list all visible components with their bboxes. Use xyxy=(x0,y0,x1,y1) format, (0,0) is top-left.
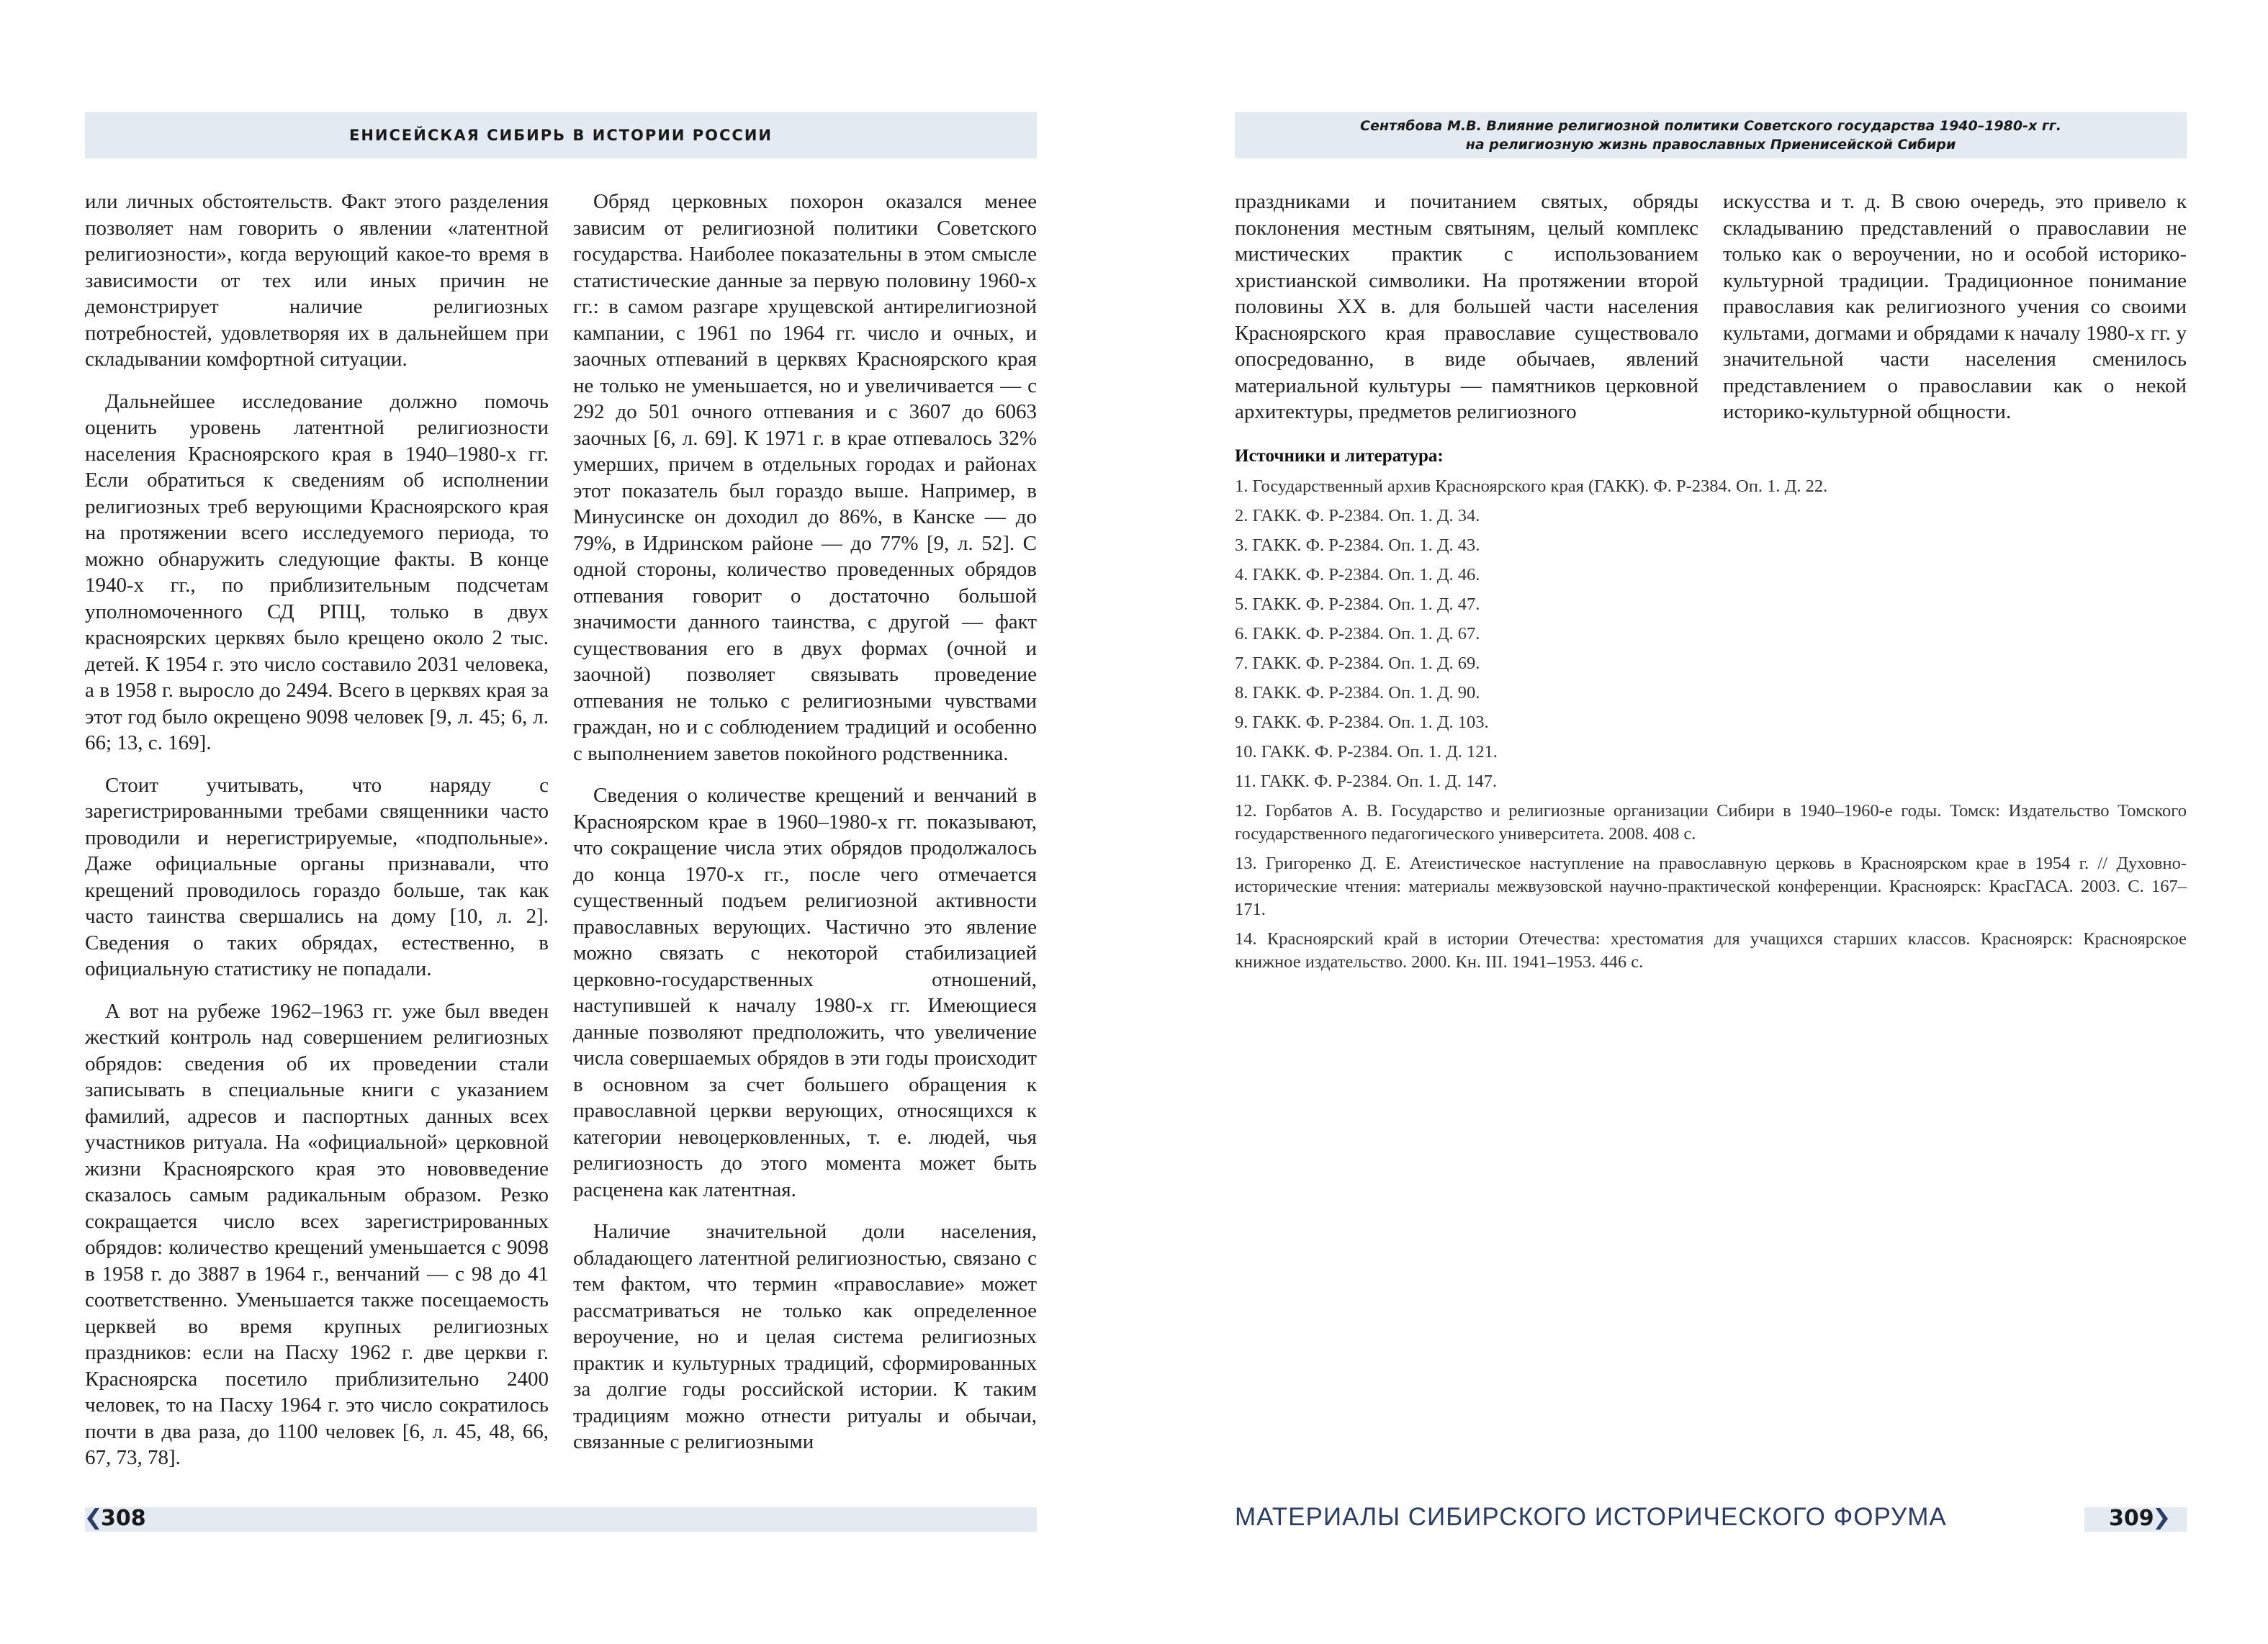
page-number-text: 308 xyxy=(101,1506,146,1531)
sources-list xyxy=(1235,475,2187,974)
sources-title: Источники и литература: xyxy=(1235,446,1444,466)
running-header: ЕНИСЕЙСКАЯ СИБИРЬ В ИСТОРИИ РОССИИ xyxy=(85,112,1037,158)
paragraph: праздниками и почитанием святых, обряды поклонения местным святыням, целый комплекс мистических практик с использованием христианской символики. На протяжении второй половины XX в. для большей части населения Красноярского края православие существовало опосредованно, в виде обычаев, явлений материальной культуры — памятников церковной архитектуры, предметов религиозного xyxy=(1235,190,1698,423)
source-item: 12. Горбатов А. В. Государство и религиозные организации Сибири в 1940–1960-е годы. Томск: Издательство Томского государственного педагогического университета. 2008. 408 с. xyxy=(1235,801,2187,844)
page-number-text: 309 xyxy=(2109,1506,2154,1531)
source-item: 2. ГАКК. Ф. Р-2384. Оп. 1. Д. 34. xyxy=(1235,506,1480,525)
footer-bar xyxy=(85,1507,1037,1532)
page-number xyxy=(85,1504,146,1533)
source-item: 11. ГАКК. Ф. Р-2384. Оп. 1. Д. 147. xyxy=(1235,772,1497,791)
paragraph: Сведения о количестве крещений и венчаний в Красноярском крае в 1960–1980-х гг. показывают, что сокращение числа этих обрядов продолжалось до конца 1970-х гг., после чего отмечается существенный подъем религиозной активности православных верующих. Частично это явление можно связать с некоторой стабилизацией церковно-государственных отношений, наступившей к началу 1980-х гг. Имеющиеся данные позволяют предположить, что увеличение числа совершаемых обрядов в эти годы происходит в основном за счет большего обращения к православной церкви верующих, относящихся к категории невоцерковленных, т. е. людей, чья религиозность до этого момента может быть расценена как латентная. xyxy=(573,784,1037,1201)
header-line-1: Сентябова М.В. Влияние религиозной политики Советского государства 1940–1980-х гг. xyxy=(1360,118,2061,134)
source-item: 14. Красноярский край в истории Отечества: хрестоматия для учащихся старших классов. Красноярск: Красноярское книжное издательство. 2000. Кн. III. 1941–1953. 446 с. xyxy=(1235,929,2187,972)
text-column-1 xyxy=(1235,189,1698,441)
source-item: 3. ГАКК. Ф. Р-2384. Оп. 1. Д. 43. xyxy=(1235,536,1480,555)
sources-section xyxy=(1235,445,2187,980)
source-item: 6. ГАКК. Ф. Р-2384. Оп. 1. Д. 67. xyxy=(1235,624,1480,643)
source-item: 7. ГАКК. Ф. Р-2384. Оп. 1. Д. 69. xyxy=(1235,654,1480,673)
page-number xyxy=(2109,1504,2170,1533)
source-item: 1. Государственный архив Красноярского края (ГАКК). Ф. Р-2384. Оп. 1. Д. 22. xyxy=(1235,477,1828,496)
source-item: 8. ГАКК. Ф. Р-2384. Оп. 1. Д. 90. xyxy=(1235,683,1480,703)
paragraph: Обряд церковных похорон оказался менее зависим от религиозной политики Советского государства. Наиболее показательны в этом смысле статистические данные за первую половину 1960-х гг.: в самом разгаре хрущевской антирелигиозной кампании, с 1961 по 1964 гг. число и очных, и заочных отпеваний в церквях Красноярского края не только не уменьшается, но и увеличивается — с 292 до 501 очного отпевания и с 3607 до 6063 заочных [6, л. 69]. К 1971 г. в крае отпевалось 32% умерших, причем в отдельных городах и районах этот показатель был гораздо выше. Например, в Минусинске он доходил до 86%, в Канске — до 79%, в Идринском районе — до 77% [9, л. 52]. С одной стороны, количество проведенных обрядов отпевания говорит о достаточно большой значимости данного таинства, с другой — факт существования его в двух формах (очной и заочной) позволяет связывать проведение отпевания не только с религиозными чувствами граждан, но и с соблюдением традиций и особенно с выполнением заветов покойного родственника. xyxy=(573,190,1037,765)
chevron-left-icon xyxy=(85,1507,101,1531)
paragraph: искусства и т. д. В свою очередь, это привело к складыванию представлений о православии не только как о вероучении, но и особой историко-культурной традиции. Традиционное понимание православия как религиозного учения со своими культами, догмами и обрядами к началу 1980-х гг. у значительной части населения сменилось представлением о православии как о некой историко-культурной общности. xyxy=(1723,190,2187,423)
source-item: 13. Григоренко Д. Е. Атеистическое наступление на православную церковь в Красноярском крае в 1954 г. // Духовно-исторические чтения: материалы межвузовской научно-практической конференции. Красноярск: КрасГАСА. 2003. С. 167–171. xyxy=(1235,854,2187,919)
paragraph: А вот на рубеже 1962–1963 гг. уже был введен жесткий контроль над совершением религиозных обрядов: сведения об их проведении стали записывать в специальные книги с указанием фамилий, адресов и паспортных данных всех участников ритуала. На «официальной» церковной жизни Красноярского края это нововведение сказалось самым радикальным образом. Резко сокращается число всех зарегистрированных обрядов: количество крещений уменьшается с 9098 в 1958 г. до 3887 в 1964 г., венчаний — с 98 до 41 соответственно. Уменьшается также посещаемость церквей во время крупных религиозных праздников: если на Пасху 1962 г. две церкви г. Красноярска посетило приблизительно 2400 человек, то на Пасху 1964 г. это число сократилось почти в два раза, до 1100 человек [6, л. 45, 48, 66, 67, 73, 78]. xyxy=(85,999,549,1469)
header-line-2: на религиозную жизнь православных Приенисейской Сибири xyxy=(1465,137,1956,153)
text-column-2 xyxy=(1723,189,2187,441)
paragraph: Стоит учитывать, что наряду с зарегистрированными требами священники часто проводили и нерегистрируемые, «подпольные». Даже официальные органы признавали, что крещений проводилось гораздо больше, так как часто таинства свершались на дому [10, л. 2]. Сведения о таких обрядах, естественно, в официальную статистику не попадали. xyxy=(85,773,549,980)
text-column-1 xyxy=(85,189,549,1487)
right-page xyxy=(1134,0,2268,1644)
running-header xyxy=(1235,112,2187,158)
paragraph: Наличие значительной доли населения, обладающего латентной религиозностью, связано с тем фактом, что термин «православие» может рассматриваться не только как определенное вероучение, но и целая система религиозных практик и культурных традиций, сформированных за долгие годы российской истории. К таким традициям можно отнести ритуалы и обычаи, связанные с религиозными xyxy=(573,1220,1037,1453)
source-item: 9. ГАКК. Ф. Р-2384. Оп. 1. Д. 103. xyxy=(1235,713,1489,732)
text-column-2 xyxy=(573,189,1037,1471)
source-item: 5. ГАКК. Ф. Р-2384. Оп. 1. Д. 47. xyxy=(1235,595,1480,614)
source-item: 4. ГАКК. Ф. Р-2384. Оп. 1. Д. 46. xyxy=(1235,565,1480,584)
footer-title: МАТЕРИАЛЫ СИБИРСКОГО ИСТОРИЧЕСКОГО ФОРУМА xyxy=(1235,1503,1947,1531)
paragraph: Дальнейшее исследование должно помочь оценить уровень латентной религиозности населения Красноярского края в 1940–1980-х гг. Если обратиться к сведениям об исполнении религиозных треб верующими Красноярского края на протяжении всего исследуемого периода, то можно обнаружить следующие факты. В конце 1940-х гг., по приблизительным подсчетам уполномоченного СД РПЦ, только в двух красноярских церквях было крещено около 2 тыс. детей. К 1954 г. это число составило 2031 человека, а в 1958 г. выросло до 2494. Всего в церквях края за этот год было окрещено 9098 человек [9, л. 45; 6, л. 66; 13, с. 169]. xyxy=(85,389,549,754)
paragraph: или личных обстоятельств. Факт этого разделения позволяет нам говорить о явлении «латентной религиозности», когда верующий какое-то время в зависимости от тех или иных причин не демонстрирует наличие религиозных потребностей, удовлетворяя их в дальнейшем при складывании комфортной ситуации. xyxy=(85,190,549,371)
source-item: 10. ГАКК. Ф. Р-2384. Оп. 1. Д. 121. xyxy=(1235,742,1498,762)
chevron-right-icon xyxy=(2154,1507,2170,1531)
